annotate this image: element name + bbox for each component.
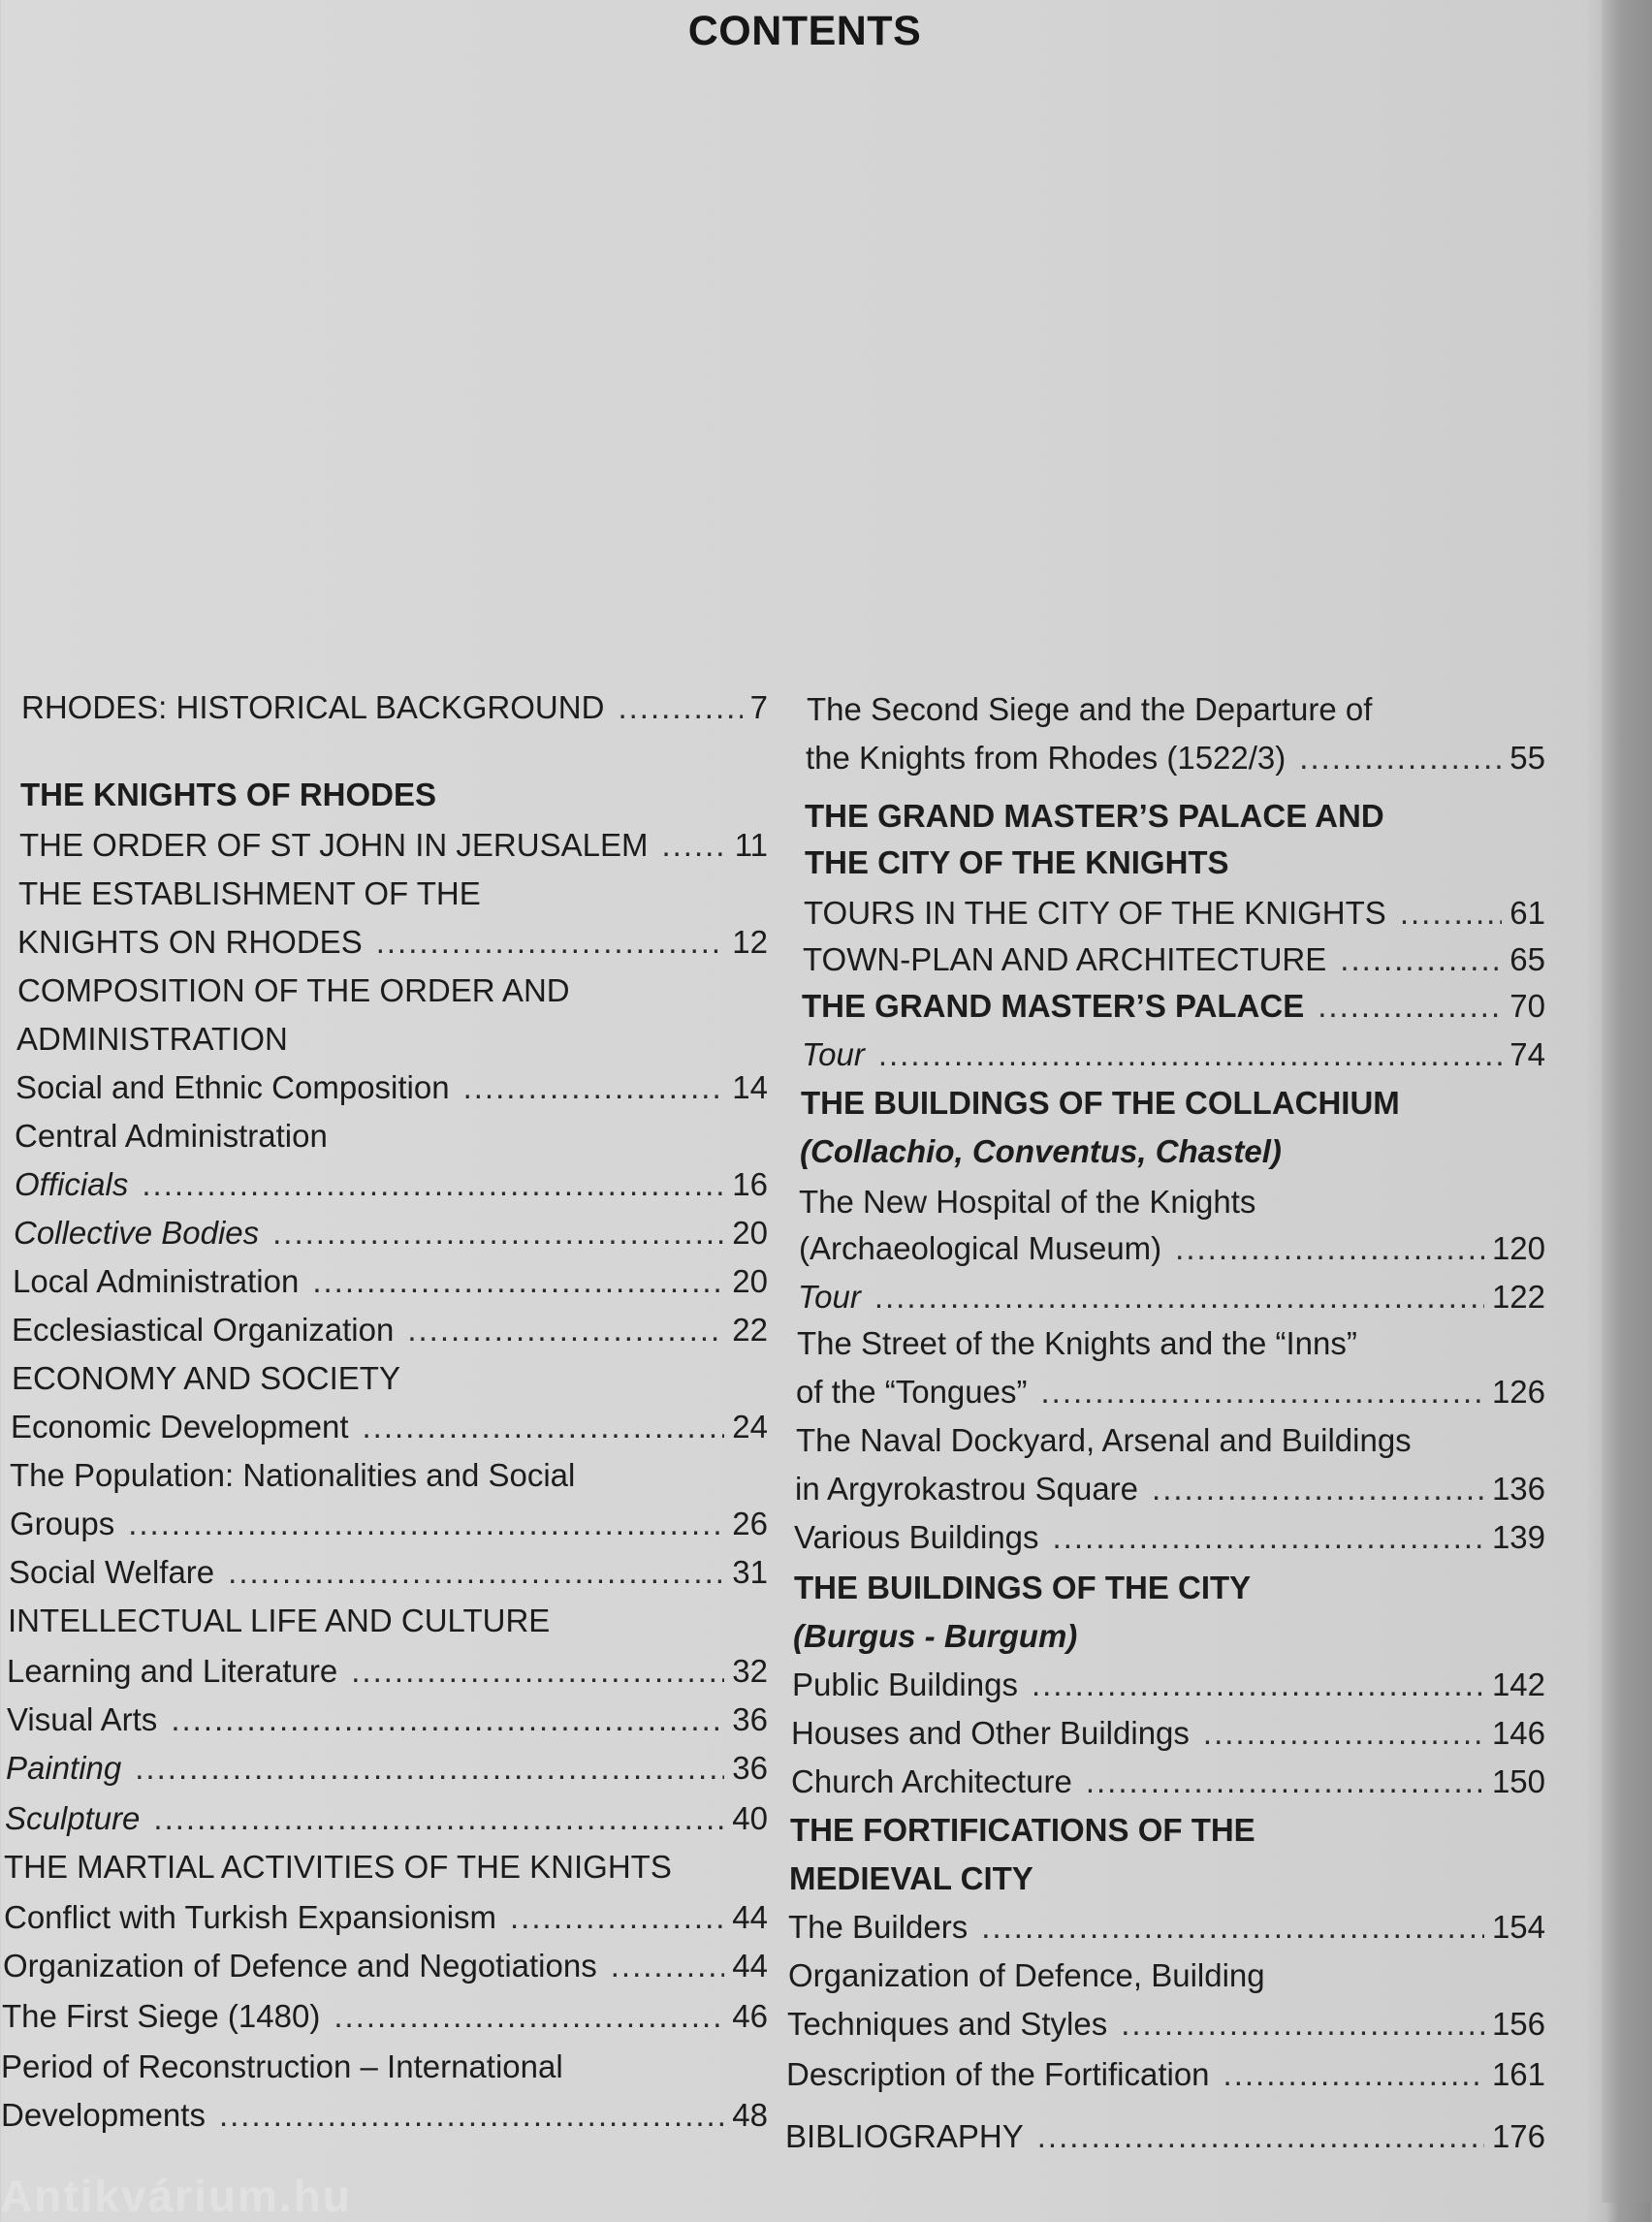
right-entry	[798, 1278, 1545, 1317]
entry-page-number: 40	[732, 1800, 768, 1836]
entry-page-number: 139	[1491, 1519, 1545, 1555]
leader-dots	[407, 1311, 724, 1349]
right-entry	[793, 1617, 1545, 1656]
entry-page-number: 136	[1491, 1471, 1545, 1507]
leader-dots	[1299, 739, 1502, 778]
entry-title: The Second Siege and the Departure of	[807, 691, 1373, 727]
leader-dots	[363, 1408, 725, 1446]
entry-title: Sculpture	[5, 1800, 141, 1836]
right-entry	[797, 1324, 1545, 1363]
entry-title: Organization of Defence and Negotiations	[3, 1948, 597, 1984]
entry-page-number: 32	[732, 1653, 768, 1689]
left-entry	[16, 1020, 768, 1059]
entry-title: Officials	[15, 1166, 129, 1202]
entry-page-number: 12	[732, 924, 768, 960]
entry-page-number: 20	[732, 1215, 768, 1251]
entry-title: (Collachio, Conventus, Chastel)	[800, 1133, 1282, 1169]
left-entry	[4, 1848, 768, 1887]
entry-page-number: 122	[1491, 1279, 1545, 1315]
leader-dots	[981, 1908, 1484, 1947]
entry-page-number: 16	[732, 1166, 768, 1202]
entry-title: RHODES: HISTORICAL BACKGROUND	[21, 689, 605, 725]
entry-title: Conflict with Turkish Expansionism	[4, 1899, 497, 1935]
right-entry	[802, 1035, 1545, 1074]
leader-dots	[351, 1652, 724, 1691]
entry-title: Organization of Defence, Building	[788, 1957, 1265, 1993]
leader-dots	[334, 1997, 724, 2036]
right-entry	[790, 1811, 1545, 1850]
entry-title: KNIGHTS ON RHODES	[17, 924, 363, 960]
left-entry	[8, 1602, 768, 1640]
entry-title: Painting	[6, 1750, 122, 1786]
left-entry	[18, 874, 768, 913]
entry-title: THE BUILDINGS OF THE CITY	[794, 1570, 1252, 1605]
entry-title: Tour	[802, 1036, 865, 1072]
entry-page-number: 126	[1491, 1374, 1545, 1410]
entry-title: BIBLIOGRAPHY	[785, 2118, 1024, 2154]
leader-dots	[1121, 2005, 1484, 2044]
right-entry	[806, 739, 1545, 778]
left-entry	[14, 1214, 768, 1253]
entry-page-number: 20	[732, 1263, 768, 1299]
entry-title: THE GRAND MASTER’S PALACE	[802, 988, 1305, 1024]
right-entry	[786, 2055, 1545, 2094]
leader-dots	[661, 826, 726, 865]
left-entry	[11, 1408, 768, 1446]
entry-title: Various Buildings	[794, 1519, 1039, 1555]
left-entry	[3, 1947, 768, 1985]
entry-title: Economic Development	[11, 1409, 349, 1444]
leader-dots	[1086, 1762, 1484, 1801]
entry-title: THE KNIGHTS OF RHODES	[20, 777, 437, 812]
left-entry	[17, 971, 768, 1010]
entry-page-number: 36	[732, 1701, 768, 1737]
leader-dots	[153, 1799, 724, 1838]
left-entry	[16, 1068, 768, 1107]
leader-dots	[128, 1505, 724, 1543]
leader-dots	[135, 1749, 724, 1788]
page-title: CONTENTS	[687, 8, 922, 54]
entry-title: Period of Reconstruction – International	[1, 2048, 563, 2084]
entry-title: ADMINISTRATION	[16, 1021, 288, 1057]
leader-dots	[171, 1700, 724, 1739]
entry-title: TOURS IN THE CITY OF THE KNIGHTS	[804, 895, 1386, 931]
left-entry	[1, 2096, 768, 2135]
leader-dots	[376, 923, 725, 962]
entry-title: (Archaeological Museum)	[799, 1230, 1162, 1266]
entry-title: The First Siege (1480)	[2, 1998, 321, 2034]
right-entry	[800, 1132, 1545, 1171]
entry-title: (Burgus - Burgum)	[793, 1618, 1078, 1654]
entry-title: Public Buildings	[792, 1666, 1018, 1702]
left-entry	[19, 826, 768, 865]
entry-page-number: 11	[734, 827, 768, 863]
left-entry	[17, 923, 768, 962]
entry-title: Central Administration	[15, 1118, 328, 1154]
entry-page-number: 74	[1509, 1036, 1545, 1072]
entry-page-number: 44	[732, 1948, 768, 1984]
entry-title: The Naval Dockyard, Arsenal and Buildings	[796, 1422, 1412, 1458]
right-entry	[801, 1084, 1545, 1123]
left-entry	[5, 1799, 768, 1838]
right-entry	[787, 2005, 1545, 2044]
entry-title: The Builders	[788, 1909, 969, 1945]
page-edge-shadow	[1602, 0, 1652, 2203]
right-entry	[805, 797, 1545, 836]
leader-dots	[1340, 940, 1502, 979]
leader-dots	[142, 1165, 724, 1204]
entry-title: the Knights from Rhodes (1522/3)	[806, 740, 1287, 776]
right-entry	[804, 894, 1545, 933]
entry-title: Learning and Literature	[7, 1653, 338, 1689]
right-entry	[788, 1956, 1545, 1995]
entry-title: Local Administration	[13, 1263, 300, 1299]
left-entry	[12, 1359, 768, 1398]
entry-page-number: 150	[1491, 1763, 1545, 1799]
right-entry	[802, 987, 1545, 1026]
leader-dots	[1203, 1714, 1484, 1753]
leader-dots	[510, 1898, 724, 1937]
leader-dots	[1037, 2117, 1484, 2156]
entry-page-number: 161	[1491, 2056, 1545, 2092]
entry-title: Developments	[1, 2097, 206, 2133]
left-entry	[10, 1456, 768, 1495]
leader-dots	[272, 1214, 724, 1253]
entry-title: THE CITY OF THE KNIGHTS	[805, 844, 1229, 880]
left-entry	[6, 1749, 768, 1788]
entry-title: INTELLECTUAL LIFE AND CULTURE	[8, 1603, 551, 1638]
entry-page-number: 70	[1509, 988, 1545, 1024]
entry-page-number: 22	[732, 1312, 768, 1348]
right-entry	[799, 1229, 1545, 1268]
entry-title: Collective Bodies	[14, 1215, 260, 1251]
entry-title: Groups	[10, 1506, 115, 1541]
entry-title: THE FORTIFICATIONS OF THE	[790, 1812, 1255, 1848]
left-entry	[9, 1553, 768, 1592]
entry-title: THE ORDER OF ST JOHN IN JERUSALEM	[19, 827, 649, 863]
right-entry	[799, 1183, 1545, 1222]
entry-page-number: 61	[1509, 895, 1545, 931]
right-entry	[795, 1470, 1545, 1508]
leader-dots	[1175, 1229, 1484, 1268]
leader-dots	[1400, 894, 1502, 933]
leader-dots	[618, 688, 742, 727]
leader-dots	[219, 2096, 724, 2135]
entry-page-number: 55	[1509, 740, 1545, 776]
left-entry	[13, 1262, 768, 1301]
left-entry	[7, 1700, 768, 1739]
right-entry	[791, 1762, 1545, 1801]
right-entry	[792, 1666, 1545, 1704]
right-entry	[788, 1908, 1545, 1947]
entry-page-number: 31	[732, 1554, 768, 1590]
leader-dots	[463, 1068, 725, 1107]
entry-title: THE ESTABLISHMENT OF THE	[18, 875, 481, 911]
right-entry	[789, 1859, 1545, 1898]
leader-dots	[878, 1035, 1502, 1074]
right-entry	[785, 2117, 1545, 2156]
leader-dots	[1223, 2055, 1484, 2094]
leader-dots	[1053, 1518, 1484, 1557]
watermark-text: Antikvárium.hu	[0, 2171, 352, 2221]
right-entry	[791, 1714, 1545, 1753]
entry-title: Ecclesiastical Organization	[12, 1312, 395, 1348]
entry-title: The New Hospital of the Knights	[799, 1184, 1256, 1220]
entry-page-number: 44	[732, 1899, 768, 1935]
left-entry	[7, 1652, 768, 1691]
entry-page-number: 120	[1491, 1230, 1545, 1266]
entry-title: The Population: Nationalities and Social	[10, 1457, 576, 1493]
leader-dots	[1032, 1666, 1484, 1704]
entry-title: Church Architecture	[791, 1763, 1072, 1799]
entry-title: Visual Arts	[7, 1701, 158, 1737]
leader-dots	[312, 1262, 724, 1301]
right-entry	[803, 940, 1545, 979]
entry-title: in Argyrokastrou Square	[795, 1471, 1139, 1507]
left-entry	[12, 1311, 768, 1349]
entry-page-number: 65	[1509, 941, 1545, 977]
leader-dots	[228, 1553, 724, 1592]
entry-title: Tour	[798, 1279, 861, 1315]
leader-dots	[1040, 1373, 1483, 1412]
entry-page-number: 14	[732, 1069, 768, 1105]
entry-title: Houses and Other Buildings	[791, 1715, 1190, 1751]
left-entry	[10, 1505, 768, 1543]
entry-page-number: 7	[749, 689, 768, 725]
left-entry	[2, 1997, 768, 2036]
left-entry	[1, 2047, 768, 2086]
left-entry	[4, 1898, 768, 1937]
right-entry	[794, 1569, 1545, 1607]
entry-page-number: 26	[732, 1506, 768, 1541]
entry-title: MEDIEVAL CITY	[789, 1860, 1033, 1896]
entry-title: Description of the Fortification	[786, 2056, 1210, 2092]
entry-title: TOWN-PLAN AND ARCHITECTURE	[803, 941, 1327, 977]
entry-page-number: 24	[732, 1409, 768, 1444]
right-entry	[796, 1421, 1545, 1460]
entry-page-number: 156	[1491, 2006, 1545, 2042]
entry-title: The Street of the Knights and the “Inns”	[797, 1325, 1357, 1361]
right-entry	[807, 690, 1545, 729]
entry-page-number: 36	[732, 1750, 768, 1786]
leader-dots	[611, 1947, 725, 1985]
entry-title: of the “Tongues”	[796, 1374, 1028, 1410]
left-entry	[15, 1165, 768, 1204]
left-entry	[21, 688, 768, 727]
left-entry	[15, 1117, 768, 1156]
entry-title: Techniques and Styles	[787, 2006, 1108, 2042]
entry-page-number: 142	[1491, 1666, 1545, 1702]
entry-title: THE GRAND MASTER’S PALACE AND	[805, 798, 1384, 834]
leader-dots	[1318, 987, 1502, 1026]
right-entry	[796, 1373, 1545, 1412]
left-entry	[20, 776, 768, 814]
entry-page-number: 48	[732, 2097, 768, 2133]
leader-dots	[874, 1278, 1484, 1317]
entry-title: Social Welfare	[9, 1554, 215, 1590]
entry-title: ECONOMY AND SOCIETY	[12, 1360, 400, 1396]
entry-title: COMPOSITION OF THE ORDER AND	[17, 972, 570, 1008]
right-entry	[805, 843, 1545, 882]
entry-page-number: 176	[1491, 2118, 1545, 2154]
entry-page-number: 46	[732, 1998, 768, 2034]
right-entry	[794, 1518, 1545, 1557]
entry-title: Social and Ethnic Composition	[16, 1069, 450, 1105]
entry-page-number: 146	[1491, 1715, 1545, 1751]
leader-dots	[1152, 1470, 1484, 1508]
entry-page-number: 154	[1491, 1909, 1545, 1945]
entry-title: THE BUILDINGS OF THE COLLACHIUM	[801, 1085, 1400, 1121]
entry-title: THE MARTIAL ACTIVITIES OF THE KNIGHTS	[4, 1849, 672, 1885]
